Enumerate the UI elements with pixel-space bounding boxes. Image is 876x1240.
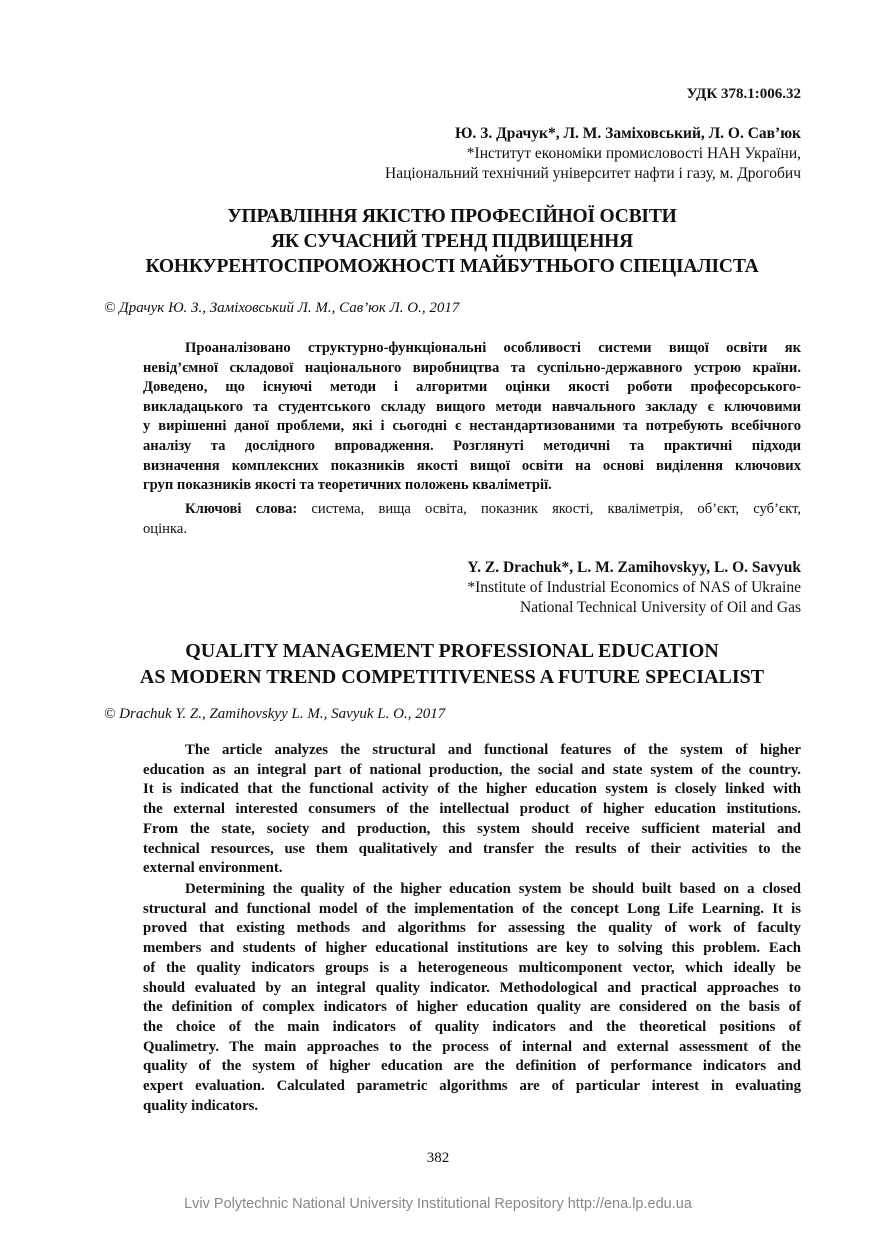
abstract-en-line: quality of the system of higher education are the definition of performance indicators and — [143, 1058, 801, 1075]
title-ua-line: КОНКУРЕНТОСПРОМОЖНОСТІ МАЙБУТНЬОГО СПЕЦІАЛІСТА — [145, 256, 759, 277]
keywords-values: система, вища освіта, показник якості, кваліметрія, об’єкт, суб’єкт, — [297, 501, 801, 517]
abstract-en-line: of the quality indicators groups is a heterogeneous multicomponent vector, which ideally be — [143, 959, 801, 976]
keywords-ua — [143, 500, 801, 539]
page-number: 382 — [426, 1150, 450, 1166]
abstract-en-line: external environment. — [143, 860, 283, 877]
abstract-ua-line: груп показників якості та теоретичних положень кваліметрії. — [143, 477, 552, 494]
title-ua — [100, 204, 804, 279]
abstract-ua-line: аналізу та дослідного впровадження. Розглянуті методичні та практичні підходи — [143, 437, 801, 454]
abstract-en-line: should evaluated by an integral quality indicator. Methodological and practical approaches to — [143, 979, 801, 996]
abstract-en-line: Determining the quality of the higher education system be should built based on a closed — [185, 881, 801, 897]
authors-en-regular: Y. Z. Drachuk*, L. M. Zamihovskyy, — [467, 559, 714, 576]
keywords-label: Ключові слова: — [185, 501, 298, 517]
abstract-ua — [143, 339, 801, 496]
udc-code: УДК 378.1:006.32 — [686, 86, 801, 102]
abstract-en-line: From the state, society and production, this system should receive sufficient material and — [143, 820, 801, 837]
abstract-ua-line: Проаналізовано структурно-функціональні особливості системи вищої освіти як — [185, 340, 801, 356]
title-en-line: AS MODERN TREND COMPETITIVENESS A FUTURE SPECIALIST — [139, 666, 765, 688]
affiliation-ua-2: Національний технічний університет нафти і газу, м. Дрогобич — [385, 165, 801, 182]
abstract-en-line: The article analyzes the structural and functional features of the system of higher — [185, 742, 801, 758]
title-en-line: QUALITY MANAGEMENT PROFESSIONAL EDUCATION — [185, 640, 719, 662]
abstract-en-line: the choice of the main indicators of quality indicators and the theoretical positions of — [143, 1018, 801, 1035]
affiliation-en-1: *Institute of Industrial Economics of NAS of Ukraine — [467, 579, 801, 596]
keywords-line-end: оцінка. — [143, 520, 187, 537]
affiliation-en-2: National Technical University of Oil and Gas — [520, 599, 801, 616]
abstract-en-paragraph-1 — [143, 741, 801, 879]
abstract-ua-line: Доведено, що існуючі методи і алгоритми оцінки якості роботи професорського- — [143, 379, 801, 396]
repository-footer: Lviv Polytechnic National University Institutional Repository http://ena.lp.edu.ua — [184, 1196, 692, 1212]
abstract-en-line: the definition of complex indicators of higher education quality are considered on the basis of — [143, 999, 801, 1016]
abstract-en-line: It is indicated that the functional activity of the higher education system is closely linked with — [143, 781, 801, 798]
abstract-en-line: technical resources, use them qualitatively and transfer the results of their activities to the — [143, 840, 801, 857]
abstract-ua-line: визначення комплексних показників якості вищої освіти на основі виділення ключових — [143, 457, 801, 474]
abstract-en-line: quality indicators. — [143, 1097, 259, 1114]
affiliation-ua-1: *Інститут економіки промисловості НАН України, — [466, 145, 801, 162]
copyright-en: © Drachuk Y. Z., Zamihovskyy L. M., Savyuk L. O., 2017 — [104, 706, 446, 722]
abstract-en-paragraph-2 — [143, 880, 801, 1116]
title-ua-line: ЯК СУЧАСНИЙ ТРЕНД ПІДВИЩЕННЯ — [270, 231, 634, 252]
keywords-line — [143, 500, 801, 520]
copyright-ua: © Драчук Ю. З., Заміховський Л. М., Сав’юк Л. О., 2017 — [104, 300, 460, 316]
abstract-en-line: Qualimetry. The main approaches to the process of internal and external assessment of the — [143, 1038, 801, 1055]
abstract-ua-line: невід’ємної складової національного виробництва та суспільно-державного устрою країни. — [143, 359, 801, 376]
title-en — [100, 638, 804, 690]
abstract-en-line: structural and functional model of the implementation of the concept Long Life Learning. It is — [143, 900, 801, 917]
authors-en-bold: L. O. Savyuk — [713, 559, 801, 576]
abstract-en-line: members and students of higher educational institutions are key to solving this problem. Each — [143, 940, 801, 957]
abstract-ua-line: викладацького та студентського складу вищого методи навчального закладу є ключовими — [143, 398, 801, 415]
title-ua-line: УПРАВЛІННЯ ЯКІСТЮ ПРОФЕСІЙНОЇ ОСВІТИ — [227, 206, 677, 227]
abstract-en-line: proved that existing methods and algorithms for assessing the quality of work of faculty — [143, 920, 801, 937]
abstract-en-line: the external interested consumers of the intellectual product of higher education institutions. — [143, 801, 801, 818]
authors-ua: Ю. З. Драчук*, Л. М. Заміховський, Л. О. Сав’юк — [454, 125, 801, 142]
abstract-en-line: expert evaluation. Calculated parametric algorithms are of particular interest in evaluating — [143, 1078, 801, 1095]
authors-block-en — [467, 558, 801, 618]
authors-block-ua — [385, 124, 801, 184]
abstract-ua-line: у вирішенні даної проблеми, які і сьогодні є нестандартизованими та потребують всебічного — [143, 418, 801, 435]
abstract-en-line: education as an integral part of national production, the social and state system of the country. — [143, 761, 801, 778]
authors-en — [467, 558, 801, 578]
